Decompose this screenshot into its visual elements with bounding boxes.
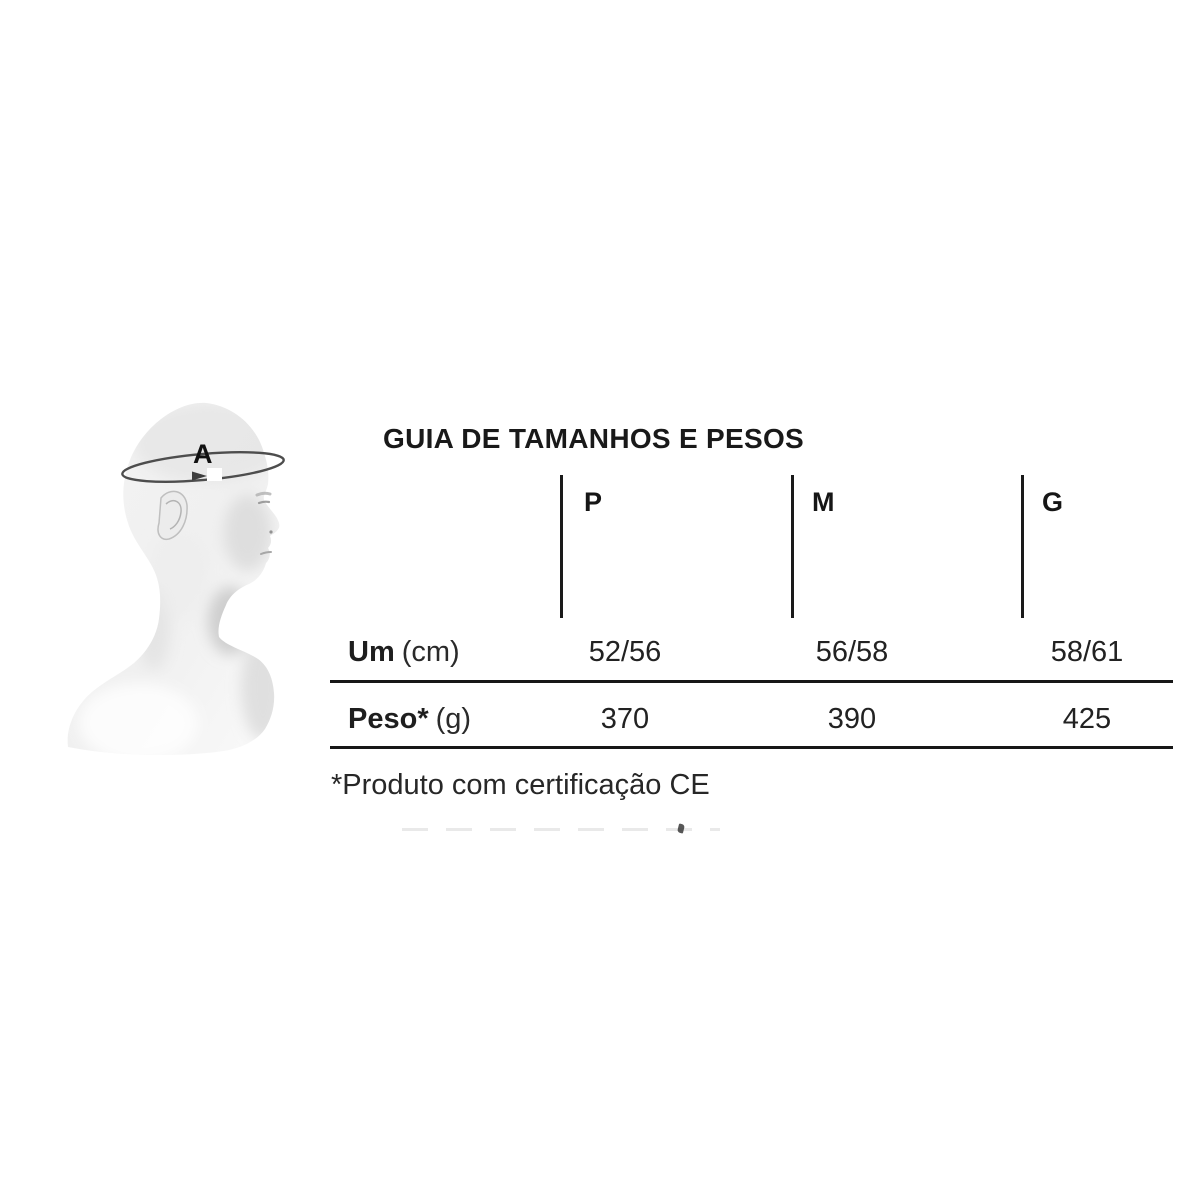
- column-divider-p: [560, 475, 563, 618]
- size-guide-title: GUIA DE TAMANHOS E PESOS: [383, 423, 805, 454]
- table-rule-bottom: [330, 746, 1173, 749]
- value-circumference-g: 58/61: [1050, 636, 1124, 668]
- column-divider-g: [1021, 475, 1024, 618]
- value-circumference-p: 52/56: [588, 636, 662, 668]
- value-weight-p: 370: [600, 703, 650, 735]
- row-label-weight: [348, 703, 471, 736]
- column-header-m: M: [812, 487, 835, 517]
- table-rule-top: [330, 680, 1173, 683]
- value-circumference-m: 56/58: [815, 636, 889, 668]
- measurement-label-a: A: [193, 439, 213, 469]
- row-label-text: Peso*: [348, 703, 429, 735]
- value-weight-m: 390: [827, 703, 877, 735]
- faded-artifact-line: [402, 828, 720, 831]
- column-header-p: P: [584, 487, 603, 517]
- row-label-circumference: [348, 636, 460, 669]
- value-weight-g: 425: [1062, 703, 1112, 735]
- band-gap: [207, 468, 222, 481]
- column-divider-m: [791, 475, 794, 618]
- mannequin-bust-image: [58, 383, 346, 795]
- faded-artifact-mark: [677, 823, 685, 833]
- ce-certification-footnote: *Produto com certificação CE: [331, 769, 710, 801]
- row-label-text: Um: [348, 636, 395, 668]
- row-unit-text: (cm): [401, 636, 460, 668]
- column-header-g: G: [1042, 487, 1064, 517]
- row-unit-text: (g): [435, 703, 472, 735]
